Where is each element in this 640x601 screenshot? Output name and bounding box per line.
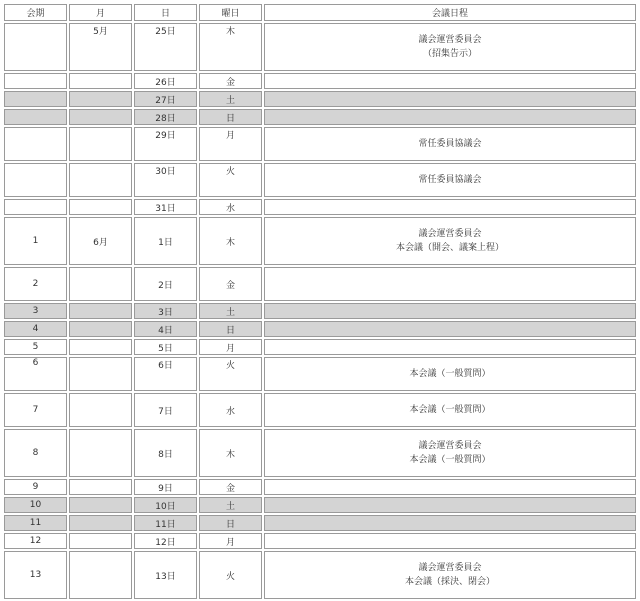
weekday-cell: 金 [199,479,262,495]
agenda-line: （招集告示） [422,49,477,59]
weekday-cell: 水 [199,393,262,427]
agenda-cell [264,515,636,531]
day-cell: 7日 [134,393,197,427]
agenda-cell [264,217,636,265]
weekday-cell: 日 [199,321,262,337]
schedule-row [4,357,636,391]
day-cell: 12日 [134,533,197,549]
month-cell [69,267,132,301]
agenda-line: 本会議（一般質問） [409,455,491,465]
weekday-cell: 月 [199,339,262,355]
agenda-cell [264,303,636,319]
header-day: 日 [134,4,197,21]
weekday-cell: 土 [199,497,262,513]
day-cell: 11日 [134,515,197,531]
schedule-row [4,163,636,197]
session-cell: 5 [4,339,67,355]
session-schedule-table [2,2,638,601]
agenda-cell [264,533,636,549]
day-cell: 2日 [134,267,197,301]
weekday-cell: 火 [199,357,262,391]
schedule-row [4,533,636,549]
month-cell [69,163,132,197]
weekday-cell: 日 [199,515,262,531]
agenda-cell [264,357,636,391]
month-cell: 5月 [69,23,132,71]
month-cell: 6月 [69,217,132,265]
day-cell: 5日 [134,339,197,355]
weekday-cell: 木 [199,217,262,265]
session-cell: 12 [4,533,67,549]
day-cell: 9日 [134,479,197,495]
day-cell: 28日 [134,109,197,125]
weekday-cell: 金 [199,73,262,89]
agenda-cell [264,267,636,301]
agenda-cell [264,73,636,89]
day-cell: 26日 [134,73,197,89]
agenda-cell [264,199,636,215]
schedule-row [4,127,636,161]
month-cell [69,497,132,513]
day-cell: 8日 [134,429,197,477]
session-cell: 9 [4,479,67,495]
weekday-cell: 金 [199,267,262,301]
day-cell: 4日 [134,321,197,337]
agenda-line: 本会議（開会、議案上程） [395,243,504,253]
session-cell: 8 [4,429,67,477]
agenda-line: 議会運営委員会 [418,563,482,573]
session-cell [4,127,67,161]
session-cell: 1 [4,217,67,265]
schedule-row [4,73,636,89]
agenda-line: 本会議（一般質問） [409,369,491,379]
day-cell: 3日 [134,303,197,319]
day-cell: 29日 [134,127,197,161]
session-cell: 2 [4,267,67,301]
schedule-row [4,91,636,107]
day-cell: 25日 [134,23,197,71]
schedule-row [4,23,636,71]
agenda-line: 本会議（一般質問） [409,405,491,415]
session-cell: 13 [4,551,67,599]
session-cell: 11 [4,515,67,531]
month-cell [69,199,132,215]
agenda-cell [264,393,636,427]
day-cell: 10日 [134,497,197,513]
schedule-row [4,393,636,427]
agenda-cell [264,163,636,197]
session-cell [4,109,67,125]
weekday-cell: 月 [199,533,262,549]
agenda-cell [264,91,636,107]
agenda-cell [264,321,636,337]
agenda-line: 議会運営委員会 [418,229,482,239]
session-cell: 4 [4,321,67,337]
header-row [4,4,636,21]
agenda-cell [264,23,636,71]
weekday-cell: 火 [199,163,262,197]
session-cell [4,23,67,71]
weekday-cell: 木 [199,23,262,71]
month-cell [69,429,132,477]
schedule-body [4,23,636,599]
month-cell [69,91,132,107]
month-cell [69,339,132,355]
month-cell [69,109,132,125]
session-cell: 7 [4,393,67,427]
agenda-line: 議会運営委員会 [418,441,482,451]
agenda-cell [264,479,636,495]
agenda-cell [264,127,636,161]
day-cell: 6日 [134,357,197,391]
month-cell [69,479,132,495]
agenda-line: 議会運営委員会 [418,35,482,45]
agenda-cell [264,551,636,599]
agenda-line: 常任委員協議会 [418,175,482,185]
schedule-row [4,321,636,337]
day-cell: 30日 [134,163,197,197]
session-cell [4,163,67,197]
day-cell: 27日 [134,91,197,107]
month-cell [69,515,132,531]
month-cell [69,303,132,319]
session-cell [4,199,67,215]
month-cell [69,533,132,549]
schedule-row [4,515,636,531]
agenda-line: 常任委員協議会 [418,139,482,149]
day-cell: 13日 [134,551,197,599]
weekday-cell: 木 [199,429,262,477]
agenda-line: 本会議（採決、閉会） [404,577,495,587]
day-cell: 1日 [134,217,197,265]
header-month: 月 [69,4,132,21]
day-cell: 31日 [134,199,197,215]
agenda-cell [264,497,636,513]
month-cell [69,357,132,391]
header-agenda: 会議日程 [264,4,636,21]
schedule-row [4,339,636,355]
schedule-row [4,303,636,319]
schedule-row [4,497,636,513]
schedule-row [4,267,636,301]
agenda-cell [264,339,636,355]
session-cell [4,91,67,107]
session-cell: 3 [4,303,67,319]
schedule-row [4,199,636,215]
month-cell [69,321,132,337]
weekday-cell: 月 [199,127,262,161]
schedule-row [4,429,636,477]
weekday-cell: 土 [199,91,262,107]
weekday-cell: 日 [199,109,262,125]
header-weekday: 曜日 [199,4,262,21]
month-cell [69,73,132,89]
schedule-row [4,479,636,495]
weekday-cell: 火 [199,551,262,599]
agenda-cell [264,109,636,125]
session-cell: 6 [4,357,67,391]
header-session: 会期 [4,4,67,21]
weekday-cell: 水 [199,199,262,215]
month-cell [69,127,132,161]
month-cell [69,551,132,599]
agenda-cell [264,429,636,477]
schedule-row [4,109,636,125]
weekday-cell: 土 [199,303,262,319]
schedule-row [4,217,636,265]
month-cell [69,393,132,427]
session-cell: 10 [4,497,67,513]
session-cell [4,73,67,89]
schedule-row [4,551,636,599]
